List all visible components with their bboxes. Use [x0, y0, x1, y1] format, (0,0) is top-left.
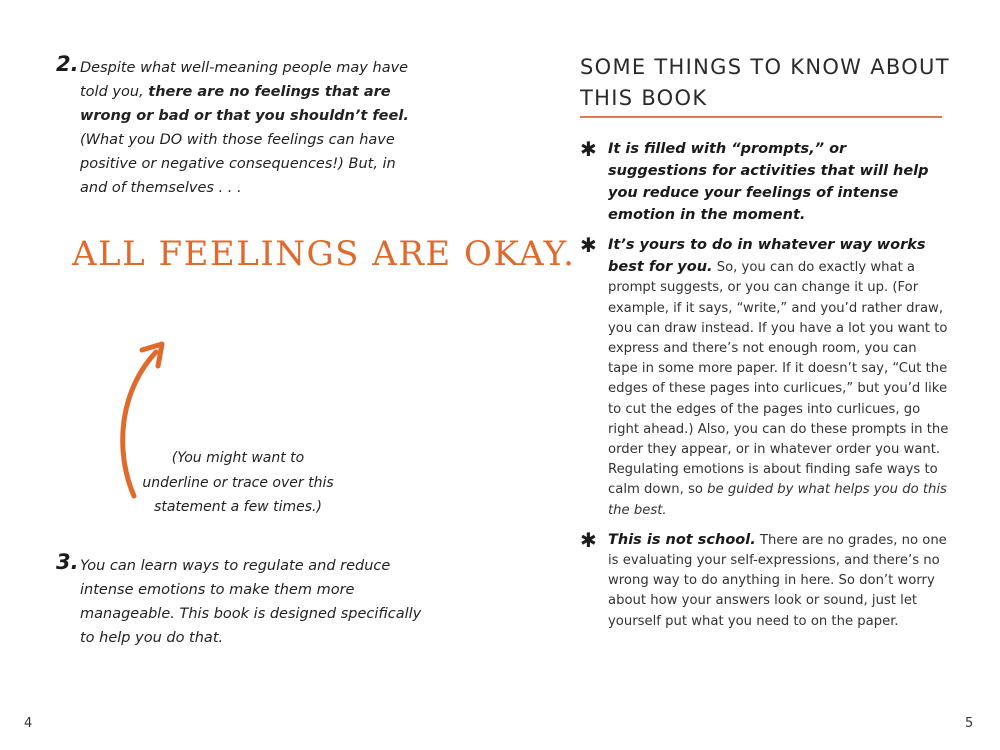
big-statement: ALL FEELINGS ARE OKAY.: [72, 234, 576, 274]
bullet-item-prompts: [580, 138, 950, 226]
page-number: 4: [24, 716, 33, 731]
item-number: 2.: [56, 52, 79, 76]
bullet-bold-text: This is not school.: [608, 531, 756, 548]
trace-note: (You might want to underline or trace over this statement a few times.): [142, 450, 334, 515]
bullet-list: [580, 138, 950, 640]
item-text-end: (What you DO with those feelings can have positive or negative consequences!) But, in and of themselves . . .: [80, 132, 396, 196]
bullet-bold-text: It is filled with “prompts,” or suggestions for activities that will help you reduce your feelings of intense emotion in the moment.: [608, 141, 929, 223]
bullet-body-text: There are no grades, no one is evaluating your self-expressions, and there’s no wrong way to do anything in here. So don’t worry about how your answers look or sound, just let yourself put what you need to on the paper.: [608, 532, 947, 629]
item-text: [80, 56, 426, 200]
list-item-2: [56, 52, 426, 200]
asterisk-icon: ✱: [580, 137, 597, 161]
heading-text: SOME THINGS TO KNOW ABOUT THIS BOOK: [580, 55, 950, 110]
bullet-italic-text: be guided by what helps you do this the best.: [608, 482, 947, 518]
bullet-item-yours: [580, 234, 950, 521]
asterisk-icon: ✱: [580, 527, 597, 552]
item-text-start: Despite what well-meaning people may have told you,: [80, 60, 409, 100]
bullet-item-not-school: [580, 529, 950, 632]
bullet-body-text: So, you can do exactly what a prompt suggests, or you can change it up. (For example, if it says, “write,” and you’d rather draw, you can draw instead. If you have a lot you want to express and there’s not enough room, you can tape in some more paper. If it doesn’t say, “Cut the edges of these pages into curlicues,” but you’d like to cut the edges of the pages into curlicues, go right ahead.) Also, you can do these prompts in the order they appear, or in whatever order you want. Regulating emotions is about finding safe ways to calm down, so: [608, 260, 949, 498]
asterisk-icon: ✱: [580, 233, 597, 257]
section-heading: [580, 52, 1000, 114]
heading-underline: [580, 116, 942, 118]
item-text-bold: there are no feelings that are wrong or bad or that you shouldn’t feel.: [80, 84, 409, 124]
item-number: 3.: [56, 550, 79, 574]
right-page: [500, 0, 1000, 750]
bullet-bold-text: It’s yours to do in whatever way works best for you.: [608, 237, 926, 276]
list-item-3: [56, 550, 426, 650]
item-text: You can learn ways to regulate and reduce intense emotions to make them more manageable. This book is designed specifically to help you do that.: [80, 558, 422, 646]
page-number: 5: [965, 716, 974, 731]
